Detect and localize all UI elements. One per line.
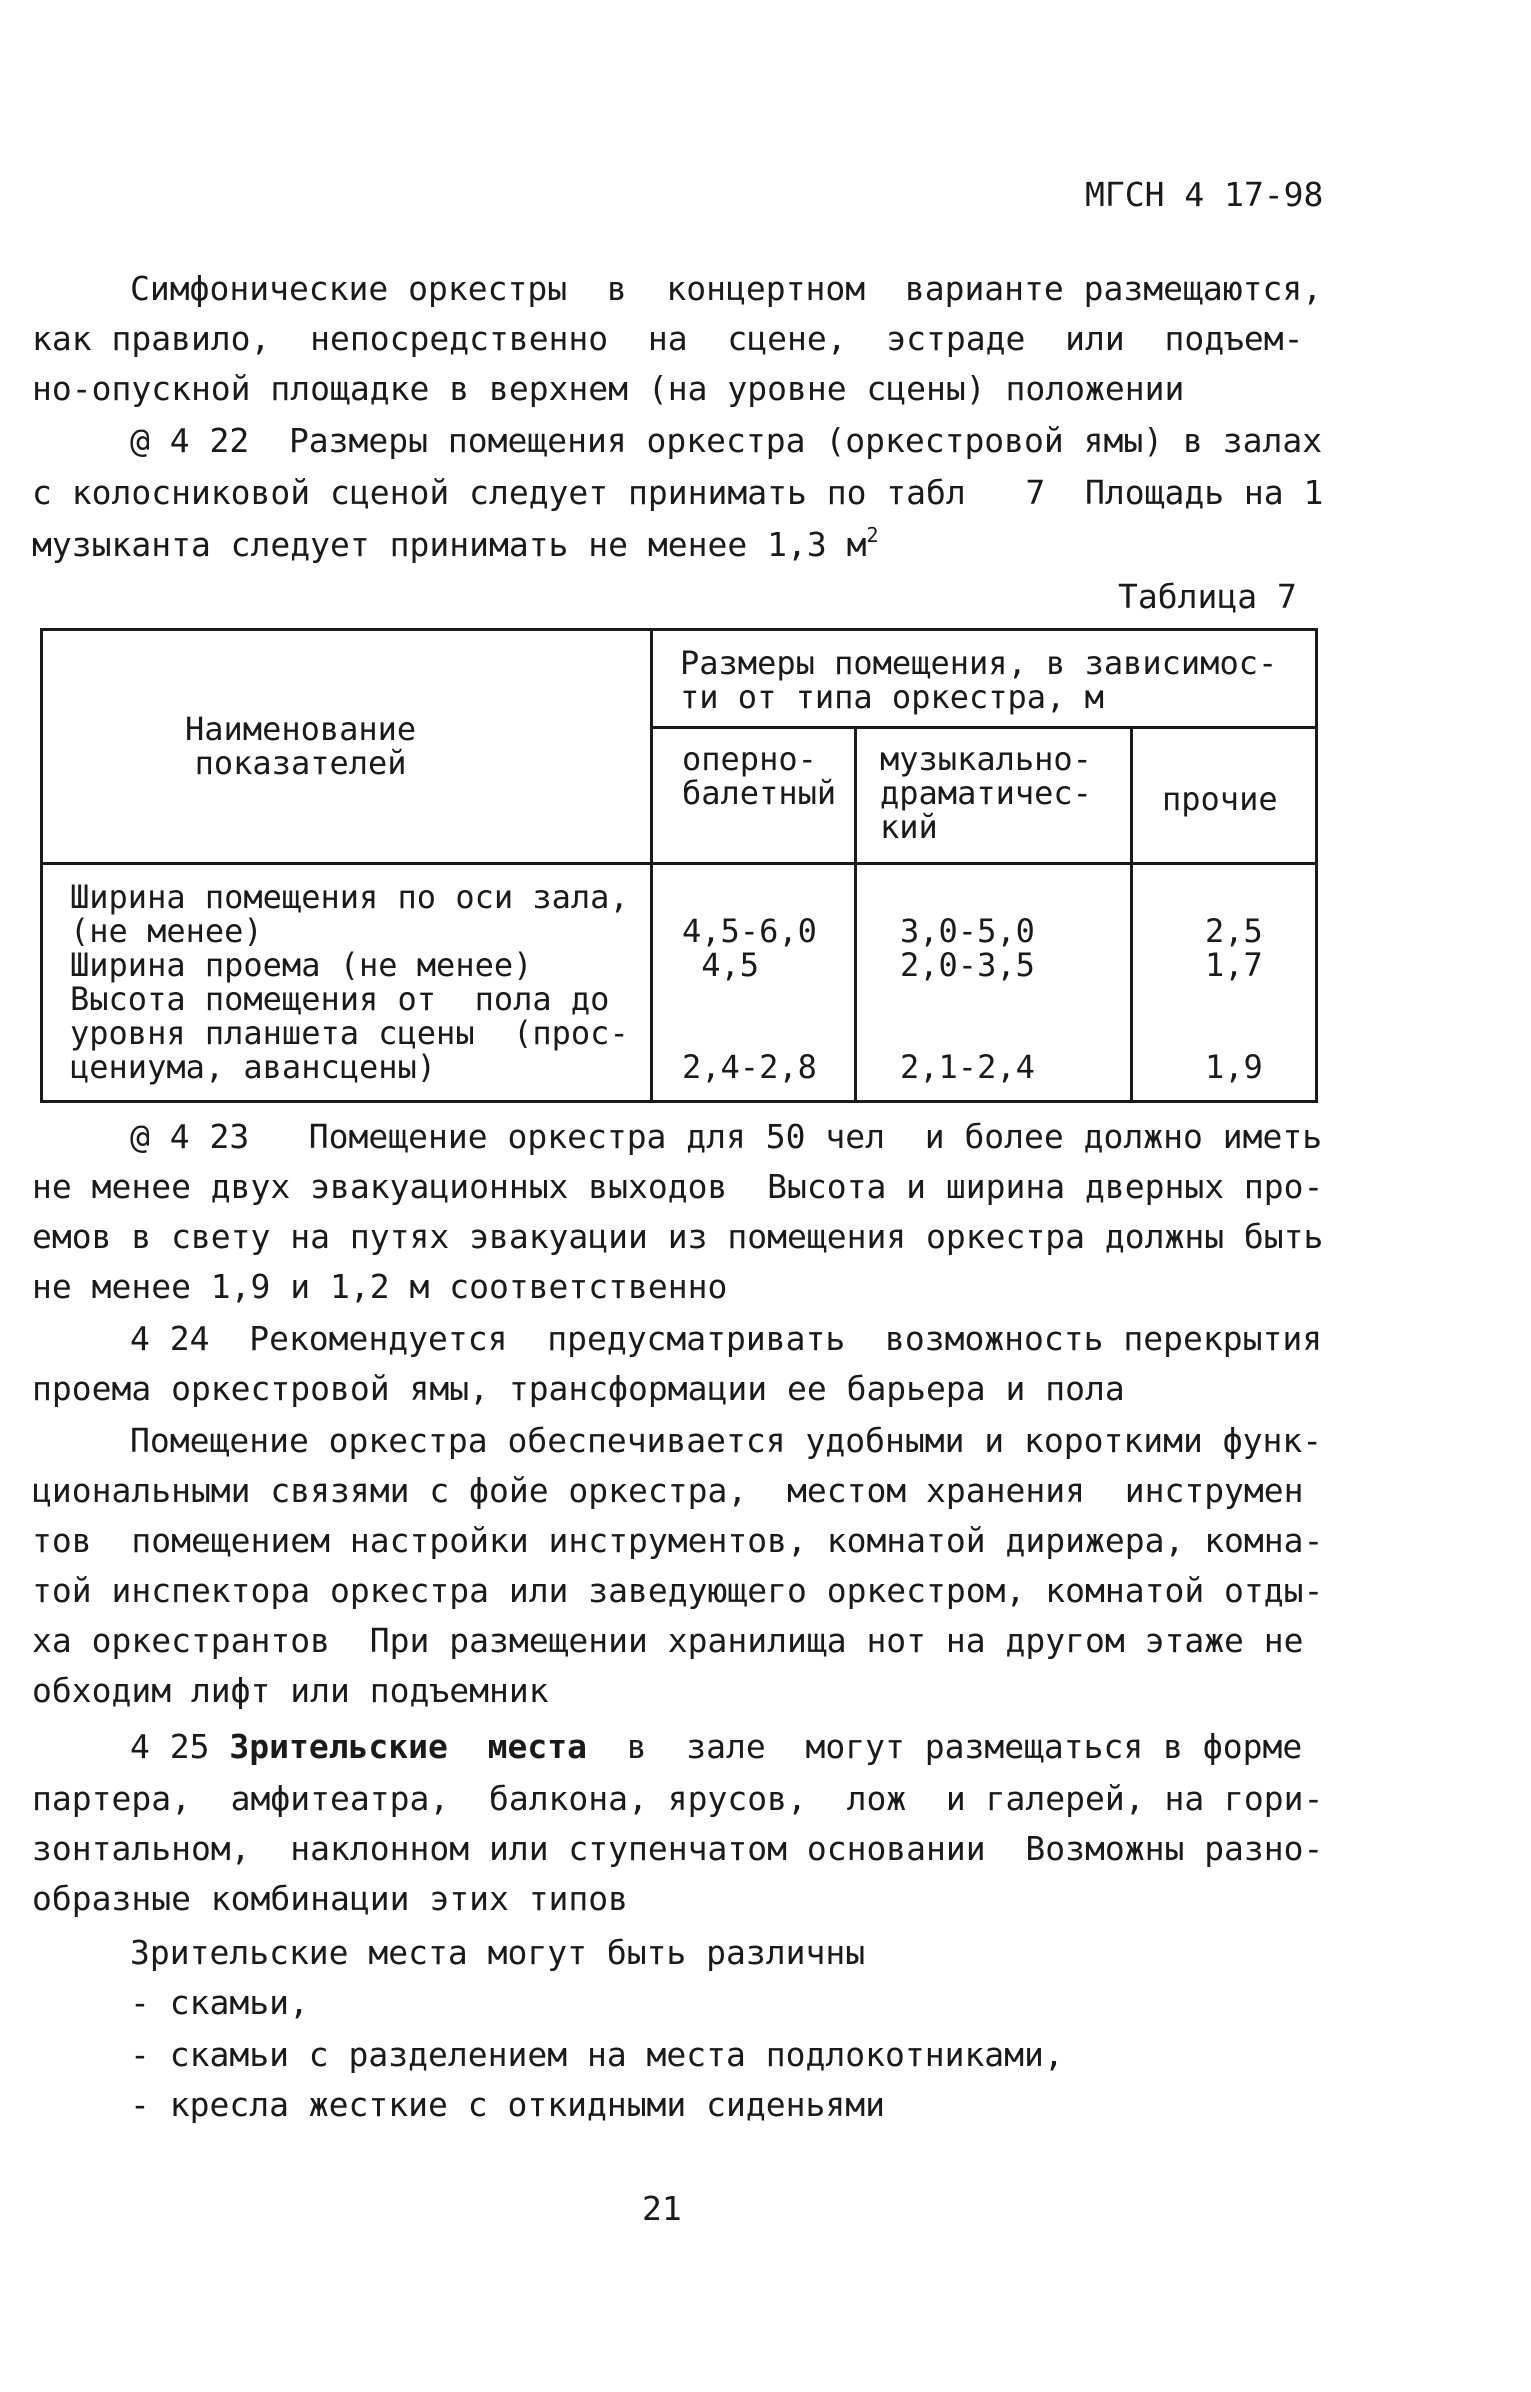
header-cell-music: музыкально- драматичес- кий <box>880 740 1092 846</box>
text-line: @ 4 22 Размеры помещения оркестра (оркестровой ямы) в залах <box>130 421 1323 460</box>
header-cell-opera: оперно- балетный <box>682 740 837 812</box>
header-cell-names: Наименование показателей <box>185 710 417 782</box>
header-cell-other: прочие <box>1162 780 1278 818</box>
page-number: 21 <box>642 2189 682 2228</box>
text-line: @ 4 23 Помещение оркестра для 50 чел и более должно иметь <box>130 1117 1323 1156</box>
list-item: - скамьи с разделением на места подлокотниками, <box>130 2035 1064 2074</box>
header-cell-group: Размеры помещения, в зависимос- ти от типа оркестра, м <box>680 644 1278 716</box>
text-line: той инспектора оркестра или заведующего оркестром, комнатой отды- <box>32 1571 1324 1610</box>
text-line: 4 24 Рекомендуется предусматривать возможность перекрытия <box>130 1319 1323 1358</box>
values-opera: 4,5-6,0 4,5 2,4-2,8 <box>682 912 817 1086</box>
text-line: проема оркестровой ямы, трансформации ее барьера и пола <box>32 1369 1125 1408</box>
text-line: как правило, непосредственно на сцене, эстраде или подъем- <box>32 319 1304 358</box>
text-line: но-опускной площадке в верхнем (на уровне сцены) положении <box>32 369 1185 408</box>
list-item: - скамьи, <box>130 1983 309 2022</box>
values-other: 2,5 1,7 1,9 <box>1205 912 1263 1086</box>
text-line: тов помещением настройки инструментов, комнатой дирижера, комна- <box>32 1521 1324 1560</box>
text-line: емов в свету на путях эвакуации из помещения оркестра должны быть <box>32 1217 1324 1256</box>
text-line: зонтальном, наклонном или ступенчатом основании Возможны разно- <box>32 1829 1324 1868</box>
text-line: обходим лифт или подъемник <box>32 1671 549 1710</box>
text-line: образные комбинации этих типов <box>32 1879 629 1918</box>
text-line: Симфонические оркестры в концертном варианте размещаются, <box>130 269 1323 308</box>
text-line: Помещение оркестра обеспечивается удобными и короткими функ- <box>130 1421 1323 1460</box>
text-line: не менее 1,9 и 1,2 м соответственно <box>32 1267 728 1306</box>
text-line: с колосниковой сценой следует принимать по табл 7 Площадь на 1 <box>32 473 1324 512</box>
row-names-cell: Ширина помещения по оси зала, (не менее) Ширина проема (не менее) Высота помещения от пола до уровня планшета сцены (прос- цениума, авансцены) <box>70 878 629 1086</box>
table-caption: Таблица 7 <box>1118 577 1297 616</box>
section-term: Зрительские места <box>229 1727 587 1766</box>
document-code: МГСН 4 17-98 <box>1085 175 1324 214</box>
text-line: в зале могут размещаться в форме <box>586 1727 1303 1766</box>
text-line: не менее двух эвакуационных выходов Высота и ширина дверных про- <box>32 1167 1324 1206</box>
values-music: 3,0-5,0 2,0-3,5 2,1-2,4 <box>900 912 1035 1086</box>
section-number: 4 25 <box>130 1727 230 1766</box>
superscript: 2 <box>866 523 879 547</box>
text-line-area <box>130 1727 1303 1766</box>
text-line: ха оркестрантов При размещении хранилища нот на другом этаже не <box>32 1621 1304 1660</box>
text-line: партера, амфитеатра, балкона, ярусов, лож и галерей, на гори- <box>32 1779 1324 1818</box>
text-line: музыканта следует принимать не менее 1,3 м <box>32 525 867 564</box>
list-item: - кресла жесткие с откидными сиденьями <box>130 2085 885 2124</box>
text-line: Зрительские места могут быть различны <box>130 1933 866 1972</box>
text-line-area <box>32 523 879 564</box>
text-line: циональными связями с фойе оркестра, местом хранения инструмен <box>32 1471 1304 1510</box>
